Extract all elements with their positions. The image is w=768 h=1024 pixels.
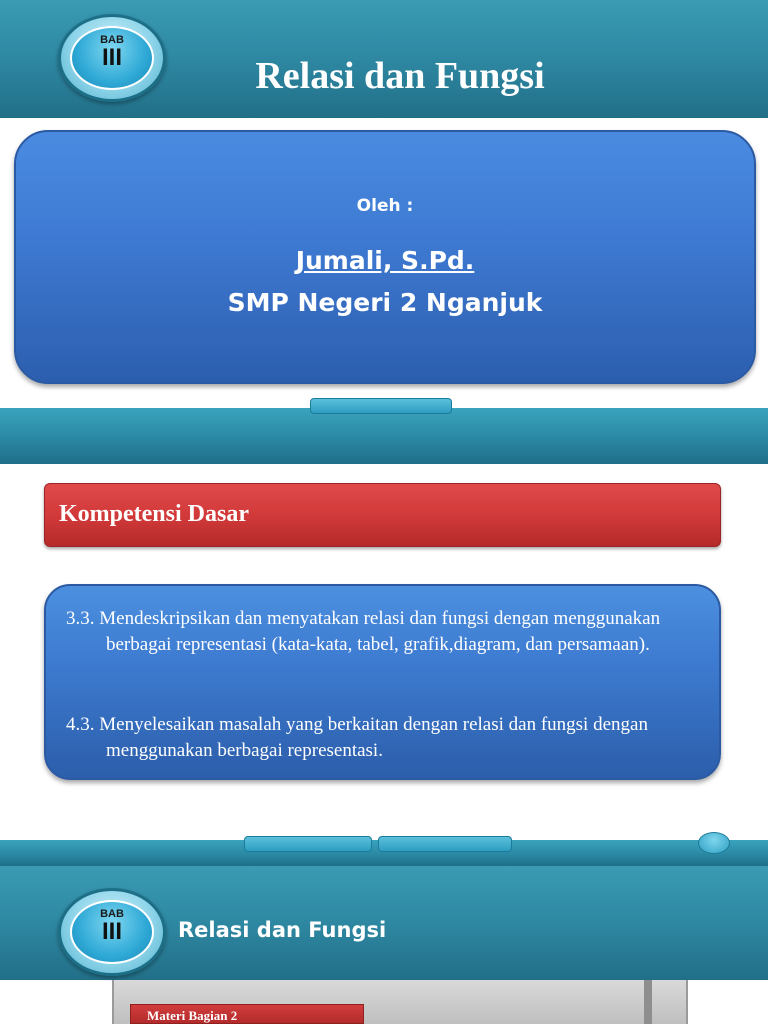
school-name: SMP Negeri 2 Nganjuk [227, 288, 543, 317]
oleh-label: Oleh : [356, 196, 414, 216]
materi-tag: Materi Bagian 2 [130, 1004, 364, 1024]
photo-pole [644, 980, 652, 1024]
slide-separator-1 [0, 408, 768, 464]
slide-title: Relasi dan Fungsi [178, 918, 387, 942]
kompetensi-dasar-header: Kompetensi Dasar [44, 483, 721, 547]
slide-title: Relasi dan Fungsi [255, 55, 545, 97]
bab-label: BAB [100, 34, 124, 46]
separator-dot [698, 832, 730, 854]
kd-item: 3.3. Mendeskripsikan dan menyatakan relasi dan fungsi dengan menggunakan berbagai representasi (kata-kata, tabel, grafik,diagram, dan persamaan). [66, 608, 661, 655]
separator-tab [378, 836, 512, 852]
separator-tab [244, 836, 372, 852]
bab-badge [58, 888, 166, 976]
bab-number: III [101, 44, 122, 71]
author-panel [14, 130, 756, 384]
kd-item: 4.3. Menyelesaikan masalah yang berkaitan dengan relasi dan fungsi dengan menggunakan berbagai representasi. [66, 714, 648, 761]
kompetensi-dasar-box [44, 584, 721, 780]
author-name: Jumali, S.Pd. [295, 246, 475, 275]
bab-number: III [101, 918, 122, 945]
bab-badge-inner [70, 900, 154, 964]
separator-tab [310, 398, 452, 414]
bab-label: BAB [100, 908, 124, 920]
